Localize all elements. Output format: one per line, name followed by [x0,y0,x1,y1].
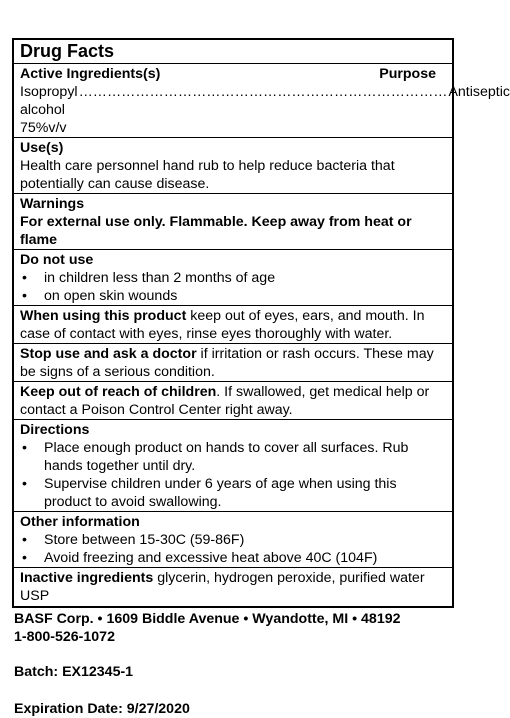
do-not-use-list [20,269,446,305]
bullet-icon: • [22,532,27,548]
when-using-text: keep out of eyes, ears, and mouth. In case of contact with eyes, rinse eyes thoroughly with water. [20,308,425,342]
directions-heading: Directions [20,422,90,438]
keep-out-heading: Keep out of reach of children [20,384,217,400]
inactive-ingredients-section [14,567,452,606]
when-using-section [14,305,452,343]
company-phone: 1-800-526-1072 [14,629,115,645]
other-info-list [20,531,446,567]
list-item: • in children less than 2 months of age [22,270,276,286]
inactive-ingredients-text: glycerin, hydrogen peroxide, purified water USP [20,570,425,604]
bullet-icon: • [22,550,27,566]
list-item: • Avoid freezing and excessive heat above 40C (104F) [22,550,378,566]
do-not-use-heading: Do not use [20,252,94,268]
ingredient-name: Isopropyl alcohol 75%v/v [20,84,78,136]
list-item: • Supervise children under 6 years of age when using this product to avoid swallowing. [22,476,397,510]
list-item: • Store between 15-30C (59-86F) [22,532,245,548]
bullet-icon: • [22,288,27,304]
company-address: BASF Corp. • 1609 Biddle Avenue • Wyandotte, MI • 48192 [14,611,401,627]
ingredient-purpose: Antiseptic [448,84,510,100]
inactive-ingredients-heading: Inactive ingredients [20,570,154,586]
bullet-icon: • [22,270,27,286]
batch-number: Batch: EX12345-1 [14,664,134,680]
drug-facts-panel [12,38,510,608]
leader-dots: …………………………………………………………………… [78,84,448,100]
keep-out-text: . If swallowed, get medical help or contact a Poison Control Center right away. [20,384,430,418]
purpose-heading: Purpose [379,66,436,82]
stop-use-heading: Stop use and ask a doctor [20,346,197,362]
uses-text: Health care personnel hand rub to help reduce bacteria that potentially can cause disease. [20,158,395,192]
do-not-use-section [14,249,452,305]
warnings-text: For external use only. Flammable. Keep away from heat or flame [20,214,412,248]
warnings-heading: Warnings [20,196,85,212]
bullet-icon: • [22,440,27,456]
bullet-icon: • [22,476,27,492]
uses-section [14,137,452,193]
directions-list [20,439,446,511]
stop-use-section [14,343,452,381]
warnings-section [14,193,452,249]
uses-heading: Use(s) [20,140,64,156]
active-ingredients-heading: Active Ingredients(s) [20,66,161,82]
directions-section [14,419,452,511]
other-info-heading: Other information [20,514,140,530]
when-using-heading: When using this product [20,308,187,324]
list-item: • Place enough product on hands to cover all surfaces. Rub hands together until dry. [22,440,409,474]
list-item: • on open skin wounds [22,288,178,304]
active-ingredients-section [14,63,510,137]
drug-facts-title: Drug Facts [20,41,115,61]
stop-use-text: if irritation or rash occurs. These may be signs of a serious condition. [20,346,434,380]
keep-out-section [14,381,452,419]
other-info-section [14,511,452,567]
expiration-date: Expiration Date: 9/27/2020 [14,701,190,717]
